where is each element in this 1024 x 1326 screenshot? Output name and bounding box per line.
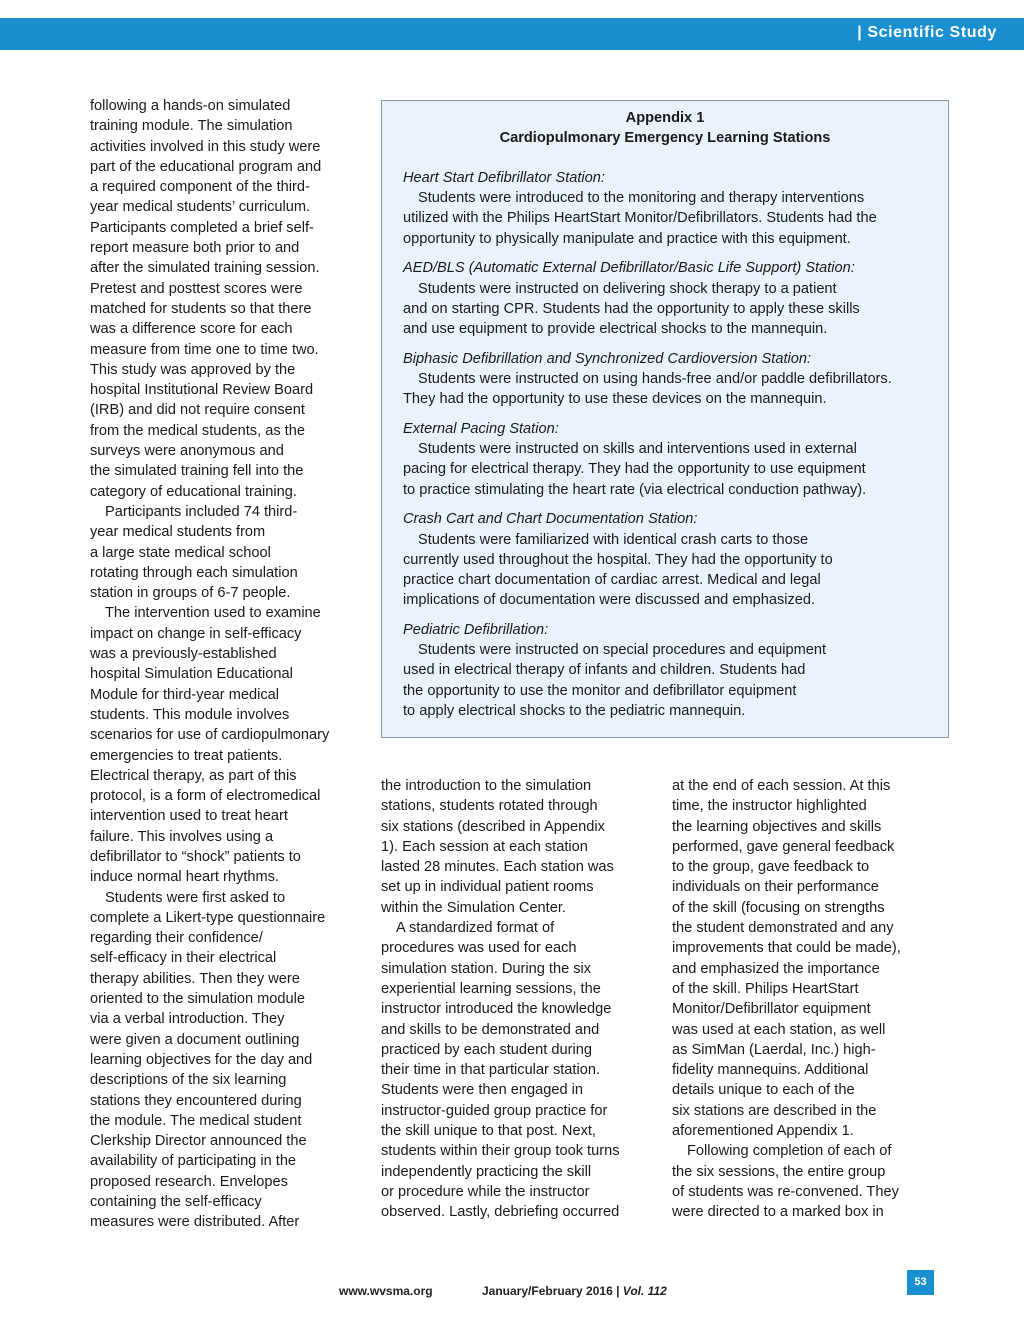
text-line: was used at each station, as well xyxy=(672,1021,886,1038)
station-text-line: and on starting CPR. Students had the opportunity to apply these skills xyxy=(403,300,860,317)
text-line: a large state medical school xyxy=(90,544,271,561)
text-line: Module for third-year medical xyxy=(90,686,279,703)
text-line: Following completion of each of xyxy=(687,1143,892,1160)
text-line: instructor-guided group practice for xyxy=(381,1102,608,1119)
body-column-1 xyxy=(90,96,360,1233)
text-line: protocol, is a form of electromedical xyxy=(90,788,321,805)
text-line: containing the self-efficacy xyxy=(90,1194,262,1211)
text-line: This study was approved by the xyxy=(90,361,296,378)
station-text-line: Students were instructed on special procedures and equipment xyxy=(418,642,827,659)
body-column-3 xyxy=(672,776,934,1223)
station-block xyxy=(403,168,943,249)
station-block xyxy=(403,419,943,500)
text-line: following a hands-on simulated xyxy=(90,98,291,114)
text-line: of students was re-convened. They xyxy=(672,1183,899,1200)
text-line: learning objectives for the day and xyxy=(90,1051,313,1068)
text-line: year medical students from xyxy=(90,524,266,541)
text-line: stations, students rotated through xyxy=(381,798,598,815)
text-line: Students were then engaged in xyxy=(381,1082,584,1099)
station-text-line: Students were familiarized with identical crash carts to those xyxy=(418,531,809,548)
text-line: The intervention used to examine xyxy=(105,605,321,622)
text-line: fidelity mannequins. Additional xyxy=(672,1062,869,1079)
station-text-line: Students were instructed on delivering shock therapy to a patient xyxy=(418,280,837,297)
station-text-line: Students were introduced to the monitoring and therapy interventions xyxy=(418,190,865,207)
text-line: Students were first asked to xyxy=(105,889,286,906)
text-line: as SimMan (Laerdal, Inc.) high- xyxy=(672,1041,876,1058)
text-line: induce normal heart rhythms. xyxy=(90,869,279,886)
text-line: instructor introduced the knowledge xyxy=(381,1001,612,1018)
text-line: was a previously-established xyxy=(90,646,277,663)
paragraph xyxy=(90,96,360,502)
station-text-line: pacing for electrical therapy. They had the opportunity to use equipment xyxy=(403,461,866,478)
text-line: part of the educational program and xyxy=(90,158,322,175)
station-text-line: used in electrical therapy of infants and children. Students had xyxy=(403,662,806,679)
text-line: details unique to each of the xyxy=(672,1082,855,1099)
text-line: individuals on their performance xyxy=(672,879,879,896)
text-line: Participants included 74 third- xyxy=(105,503,298,520)
text-line: year medical students’ curriculum. xyxy=(90,199,311,216)
text-line: the six sessions, the entire group xyxy=(672,1163,886,1180)
text-line: experiential learning sessions, the xyxy=(381,980,601,997)
text-line: six stations (described in Appendix xyxy=(381,818,605,835)
paragraph xyxy=(672,776,934,1141)
station-text-line: They had the opportunity to use these devices on the mannequin. xyxy=(403,391,827,408)
text-line: were directed to a marked box in xyxy=(672,1204,884,1221)
text-line: practiced by each student during xyxy=(381,1041,592,1058)
station-title: Pediatric Defibrillation: xyxy=(403,622,549,639)
header-bar xyxy=(0,18,1024,50)
station-text-line: Students were instructed on using hands-free and/or paddle defibrillators. xyxy=(418,371,892,388)
text-line: availability of participating in the xyxy=(90,1153,297,1170)
footer-issue xyxy=(482,1284,667,1298)
text-line: station in groups of 6-7 people. xyxy=(90,585,291,602)
text-line: category of educational training. xyxy=(90,483,297,500)
text-line: within the Simulation Center. xyxy=(381,899,566,916)
station-block xyxy=(403,258,943,339)
text-line: was a difference score for each xyxy=(90,321,293,338)
text-line: oriented to the simulation module xyxy=(90,991,305,1008)
station-block xyxy=(403,509,943,610)
text-line: their time in that particular station. xyxy=(381,1062,601,1079)
text-line: the learning objectives and skills xyxy=(672,818,882,835)
text-line: and skills to be demonstrated and xyxy=(381,1021,600,1038)
text-line: scenarios for use of cardiopulmonary xyxy=(90,727,330,744)
body-column-2 xyxy=(381,776,651,1223)
text-line: time, the instructor highlighted xyxy=(672,798,867,815)
text-line: the simulated training fell into the xyxy=(90,463,304,480)
appendix-subtitle: Cardiopulmonary Emergency Learning Stations xyxy=(499,130,831,147)
text-line: students. This module involves xyxy=(90,706,290,723)
text-line: (IRB) and did not require consent xyxy=(90,402,305,419)
page-number-badge: 53 xyxy=(907,1270,934,1295)
text-line: descriptions of the six learning xyxy=(90,1072,287,1089)
station-text-line: utilized with the Philips HeartStart Monitor/Defibrillators. Students had the xyxy=(403,210,877,227)
text-line: surveys were anonymous and xyxy=(90,443,284,460)
text-line: activities involved in this study were xyxy=(90,138,321,155)
station-text-line: currently used throughout the hospital. They had the opportunity to xyxy=(403,551,833,568)
text-line: improvements that could be made), xyxy=(672,940,901,957)
paragraph xyxy=(90,888,360,1233)
station-text-line: the opportunity to use the monitor and defibrillator equipment xyxy=(403,682,797,699)
station-title: AED/BLS (Automatic External Defibrillator/Basic Life Support) Station: xyxy=(403,260,855,277)
text-line: or procedure while the instructor xyxy=(381,1183,590,1200)
text-line: set up in individual patient rooms xyxy=(381,879,594,896)
text-line: Clerkship Director announced the xyxy=(90,1133,307,1150)
text-line: impact on change in self-efficacy xyxy=(90,625,302,642)
text-line: at the end of each session. At this xyxy=(672,778,891,794)
text-line: via a verbal introduction. They xyxy=(90,1011,285,1028)
station-text-line: opportunity to physically manipulate and practice with this equipment. xyxy=(403,230,851,247)
text-line: the module. The medical student xyxy=(90,1112,302,1129)
text-line: and emphasized the importance xyxy=(672,960,880,977)
text-line: aforementioned Appendix 1. xyxy=(672,1123,854,1140)
text-line: measure from time one to time two. xyxy=(90,341,319,358)
text-line: independently practicing the skill xyxy=(381,1163,592,1180)
text-line: of the skill. Philips HeartStart xyxy=(672,980,859,997)
text-line: hospital Institutional Review Board xyxy=(90,382,314,399)
section-label: | Scientific Study xyxy=(857,24,997,41)
text-line: performed, gave general feedback xyxy=(672,838,895,855)
text-line: observed. Lastly, debriefing occurred xyxy=(381,1204,620,1221)
text-line: measures were distributed. After xyxy=(90,1214,300,1231)
text-line: intervention used to treat heart xyxy=(90,808,288,825)
footer-issue-date: January/February 2016 | xyxy=(482,1284,623,1298)
text-line: regarding their confidence/ xyxy=(90,930,263,947)
station-text-line: implications of documentation were discussed and emphasized. xyxy=(403,592,816,609)
station-title: Crash Cart and Chart Documentation Station: xyxy=(403,511,698,528)
station-text-line: Students were instructed on skills and interventions used in external xyxy=(418,441,857,458)
paragraph xyxy=(90,603,360,887)
text-line: rotating through each simulation xyxy=(90,564,298,581)
text-line: six stations are described in the xyxy=(672,1102,877,1119)
paragraph xyxy=(672,1141,934,1222)
text-line: the introduction to the simulation xyxy=(381,778,592,794)
text-line: procedures was used for each xyxy=(381,940,577,957)
text-line: complete a Likert-type questionnaire xyxy=(90,909,326,926)
text-line: self-efficacy in their electrical xyxy=(90,950,277,967)
appendix-stations xyxy=(403,168,943,731)
paragraph xyxy=(381,776,651,918)
station-title: Heart Start Defibrillator Station: xyxy=(403,170,605,186)
station-text-line: and use equipment to provide electrical shocks to the mannequin. xyxy=(403,321,828,338)
text-line: emergencies to treat patients. xyxy=(90,747,283,764)
station-text-line: to practice stimulating the heart rate (via electrical conduction pathway). xyxy=(403,481,867,498)
station-title: External Pacing Station: xyxy=(403,421,559,438)
footer-website: www.wvsma.org xyxy=(339,1284,433,1298)
station-text-line: practice chart documentation of cardiac arrest. Medical and legal xyxy=(403,572,821,589)
text-line: simulation station. During the six xyxy=(381,960,592,977)
appendix-title: Appendix 1 xyxy=(625,110,705,126)
text-line: 1). Each session at each station xyxy=(381,838,588,855)
text-line: the skill unique to that post. Next, xyxy=(381,1123,596,1140)
text-line: proposed research. Envelopes xyxy=(90,1173,288,1190)
text-line: Pretest and posttest scores were xyxy=(90,280,303,297)
text-line: therapy abilities. Then they were xyxy=(90,970,300,987)
text-line: were given a document outlining xyxy=(90,1031,300,1048)
text-line: defibrillator to “shock” patients to xyxy=(90,848,301,865)
station-text-line: to apply electrical shocks to the pediatric mannequin. xyxy=(403,702,746,719)
text-line: A standardized format of xyxy=(396,920,555,937)
footer-volume: Vol. 112 xyxy=(622,1284,667,1298)
text-line: Monitor/Defibrillator equipment xyxy=(672,1001,871,1018)
text-line: Participants completed a brief self- xyxy=(90,219,314,236)
text-line: training module. The simulation xyxy=(90,118,293,135)
text-line: matched for students so that there xyxy=(90,300,312,317)
text-line: stations they encountered during xyxy=(90,1092,302,1109)
appendix-heading xyxy=(382,108,948,148)
text-line: Electrical therapy, as part of this xyxy=(90,767,297,784)
station-title: Biphasic Defibrillation and Synchronized Cardioversion Station: xyxy=(403,350,812,367)
text-line: lasted 28 minutes. Each station was xyxy=(381,859,614,876)
text-line: from the medical students, as the xyxy=(90,422,305,439)
station-block xyxy=(403,620,943,721)
text-line: failure. This involves using a xyxy=(90,828,274,845)
paragraph xyxy=(90,502,360,603)
appendix-box xyxy=(381,100,949,738)
text-line: report measure both prior to and xyxy=(90,240,300,257)
station-block xyxy=(403,349,943,410)
text-line: of the skill (focusing on strengths xyxy=(672,899,885,916)
text-line: to the group, gave feedback to xyxy=(672,859,870,876)
text-line: a required component of the third- xyxy=(90,179,310,196)
text-line: hospital Simulation Educational xyxy=(90,666,293,683)
text-line: the student demonstrated and any xyxy=(672,920,894,937)
paragraph xyxy=(381,918,651,1222)
text-line: students within their group took turns xyxy=(381,1143,620,1160)
text-line: after the simulated training session. xyxy=(90,260,320,277)
